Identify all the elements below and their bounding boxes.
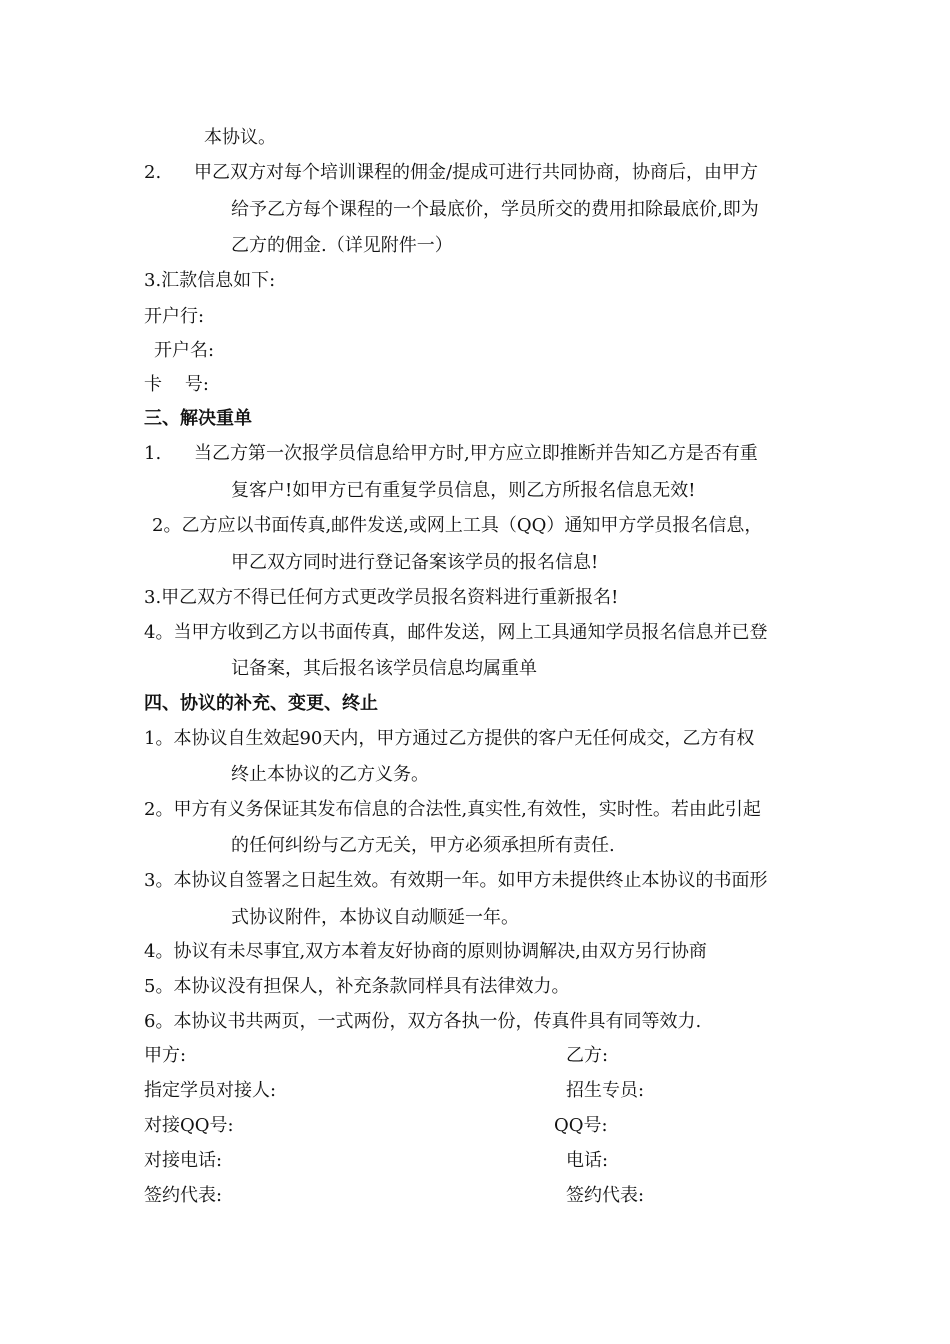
paragraph-line: 甲乙双方同时进行登记备案该学员的报名信息!	[231, 552, 599, 573]
paragraph-line: 1。本协议自生效起90天内，甲方通过乙方提供的客户无任何成交，乙方有权	[144, 728, 755, 749]
paragraph-line: 终止本协议的乙方义务。	[231, 764, 429, 785]
qq-a-label: 对接QQ号:	[144, 1115, 234, 1136]
paragraph-line: 的任何纠纷与乙方无关，甲方必须承担所有责任.	[231, 835, 615, 856]
paragraph-line: 4。协议有未尽事宜,双方本着友好协商的原则协调解决,由双方另行协商	[144, 941, 707, 962]
paragraph-line: 复客户!如甲方已有重复学员信息，则乙方所报名信息无效!	[231, 480, 696, 501]
paragraph-line: 本协议。	[204, 127, 276, 148]
paragraph-line: 当乙方第一次报学员信息给甲方时,甲方应立即推断并告知乙方是否有重	[194, 443, 758, 464]
list-item-number: 2.	[144, 162, 162, 183]
paragraph-line: 乙方的佣金.（详见附件一）	[231, 235, 453, 256]
paragraph-line: 记备案，其后报名该学员信息均属重单	[231, 658, 537, 679]
qq-b-label: QQ号:	[554, 1115, 608, 1136]
paragraph-line: 3.甲乙双方不得已任何方式更改学员报名资料进行重新报名!	[144, 587, 619, 608]
rep-b-label: 签约代表:	[566, 1185, 645, 1206]
party-a-label: 甲方:	[144, 1045, 187, 1066]
paragraph-line: 2。甲方有义务保证其发布信息的合法性,真实性,有效性，实时性。若由此引起	[144, 799, 761, 820]
paragraph-line: 开户行:	[144, 306, 205, 327]
paragraph-line: 4。当甲方收到乙方以书面传真，邮件发送，网上工具通知学员报名信息并已登	[144, 622, 768, 643]
paragraph-line: 3。本协议自签署之日起生效。有效期一年。如甲方未提供终止本协议的书面形	[144, 870, 768, 891]
contact-b-label: 招生专员:	[566, 1080, 645, 1101]
paragraph-line: 3.汇款信息如下:	[144, 270, 276, 291]
paragraph-line: 5。本协议没有担保人，补充条款同样具有法律效力。	[144, 976, 570, 997]
phone-b-label: 电话:	[566, 1150, 609, 1171]
list-item-number: 1.	[144, 443, 162, 464]
section-heading: 四、协议的补充、变更、终止	[144, 693, 378, 714]
paragraph-line: 式协议附件，本协议自动顺延一年。	[231, 907, 519, 928]
contact-a-label: 指定学员对接人:	[144, 1080, 277, 1101]
paragraph-line: 给予乙方每个课程的一个最底价，学员所交的费用扣除最底价,即为	[231, 199, 759, 220]
paragraph-line: 6。本协议书共两页，一式两份，双方各执一份，传真件具有同等效力.	[144, 1011, 702, 1032]
section-heading: 三、解决重单	[144, 408, 252, 429]
paragraph-line: 2。乙方应以书面传真,邮件发送,或网上工具（QQ）通知甲方学员报名信息，	[152, 515, 763, 536]
phone-a-label: 对接电话:	[144, 1150, 223, 1171]
party-b-label: 乙方:	[566, 1045, 609, 1066]
paragraph-line: 甲乙双方对每个培训课程的佣金/提成可进行共同协商，协商后，由甲方	[194, 162, 759, 183]
paragraph-line: 开户名:	[154, 340, 215, 361]
paragraph-line: 卡 号:	[144, 374, 209, 395]
rep-a-label: 签约代表:	[144, 1185, 223, 1206]
